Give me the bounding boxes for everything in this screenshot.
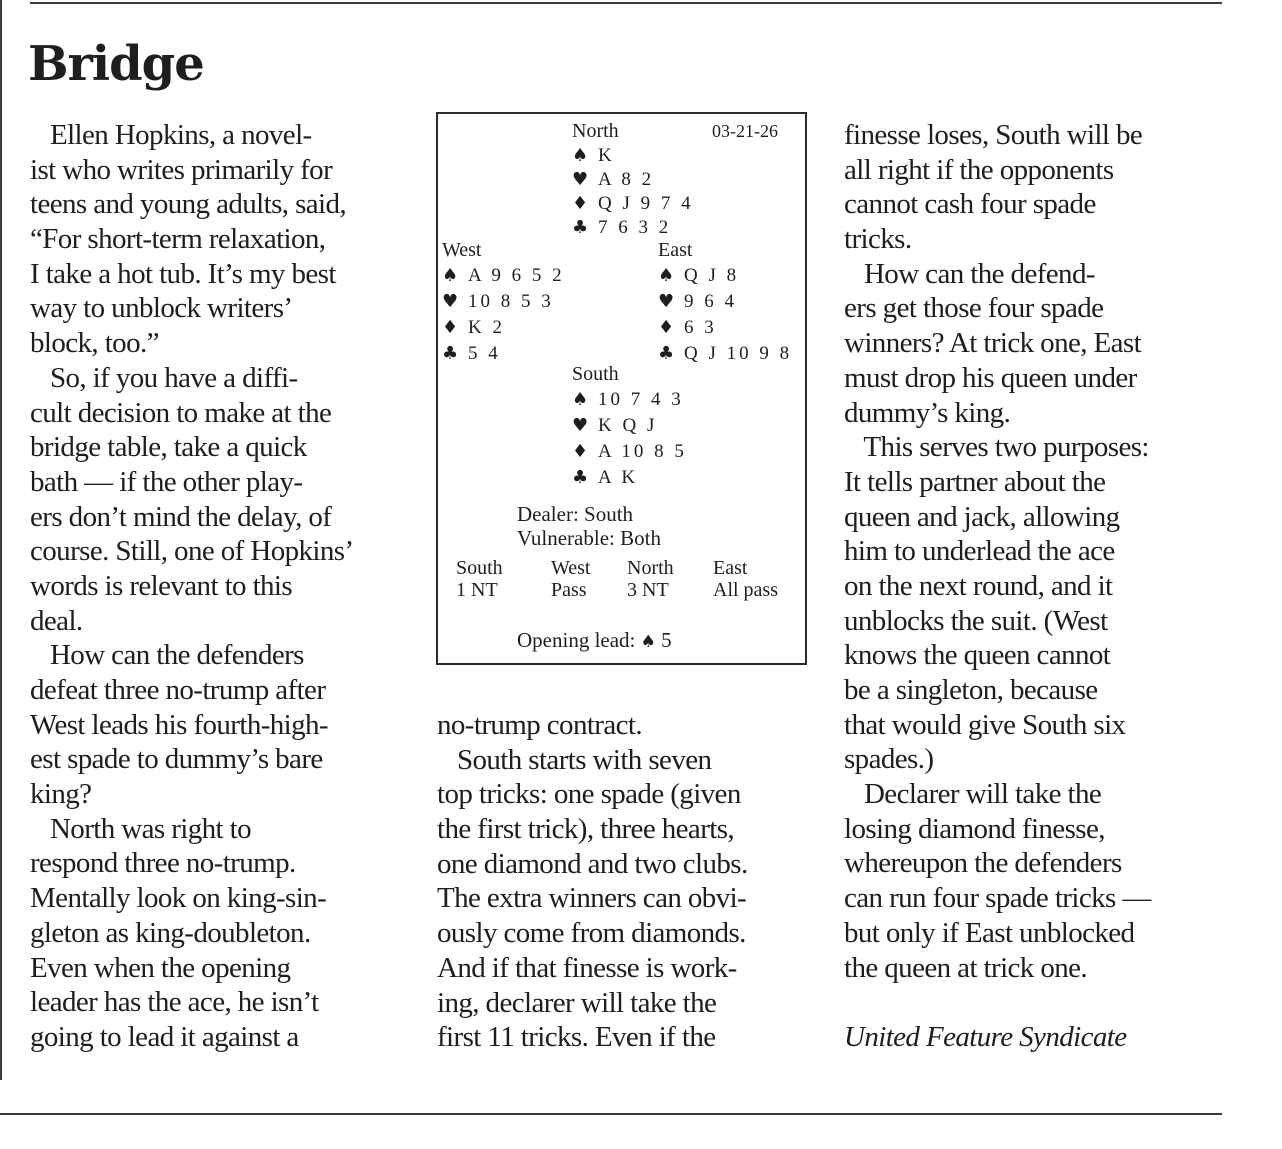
north-diamonds: ♦ Q J 9 7 4	[572, 193, 694, 214]
auction-south: South 1 NT	[456, 557, 503, 601]
diamond-icon: ♦	[658, 317, 675, 338]
top-rule	[30, 2, 1222, 4]
text-line: gleton as king-doubleton.	[30, 916, 311, 949]
spade-icon: ♠	[442, 265, 459, 286]
text-line: tricks.	[844, 223, 912, 256]
diamond-icon: ♦	[572, 441, 589, 462]
text-line: ously come from diamonds.	[437, 917, 746, 950]
text-line: be a singleton, because	[844, 674, 1098, 706]
east-diamonds: ♦ 6 3	[658, 317, 717, 338]
auction-west: West Pass	[551, 557, 591, 601]
vulnerability-text: Vulnerable: Both	[517, 526, 661, 550]
south-diamonds: ♦ A 10 8 5	[572, 441, 687, 462]
east-label: East	[658, 239, 693, 261]
text-line: the first trick), three hearts,	[437, 813, 735, 846]
north-label: North	[572, 120, 619, 142]
text-line: one diamond and two clubs.	[437, 847, 748, 880]
text-line	[844, 985, 1234, 1020]
bridge-deal-diagram	[436, 112, 807, 665]
text-line: deal.	[30, 604, 83, 637]
text-line: unblocks the suit. (West	[844, 604, 1108, 637]
text-line: course. Still, one of Hopkins’	[30, 535, 354, 568]
text-line: leader has the ace, he isn’t	[30, 986, 319, 1019]
north-hearts: ♥ A 8 2	[572, 169, 655, 190]
heart-icon: ♥	[572, 415, 589, 436]
text-line: teens and young adults, said,	[30, 188, 347, 221]
left-rule	[0, 0, 2, 1080]
club-icon: ♣	[572, 467, 589, 488]
text-line: South starts with seven	[437, 743, 712, 776]
heart-icon: ♥	[658, 291, 675, 312]
spade-icon: ♠	[658, 265, 675, 286]
text-line: The extra winners can obvi-	[437, 882, 747, 915]
text-line: whereupon the defenders	[844, 847, 1122, 880]
west-diamonds: ♦ K 2	[442, 317, 505, 338]
column-title: Bridge	[28, 36, 204, 92]
diamond-icon: ♦	[572, 193, 589, 214]
text-line: way to unblock writers’	[30, 292, 293, 325]
text-line: block, too.”	[30, 327, 159, 360]
text-line: going to lead it against a	[30, 1020, 299, 1053]
text-line: all right if the opponents	[844, 153, 1114, 186]
west-spades: ♠ A 9 6 5 2	[442, 265, 565, 286]
text-line: queen and jack, allowing	[844, 500, 1120, 533]
text-line: can run four spade tricks —	[844, 882, 1151, 915]
text-line: bridge table, take a quick	[30, 431, 307, 464]
east-clubs: ♣ Q J 10 9 8	[658, 343, 793, 364]
text-line: no-trump contract.	[437, 709, 643, 741]
south-hearts: ♥ K Q J	[572, 415, 658, 436]
spade-icon: ♠	[572, 389, 589, 410]
auction-east: East All pass	[713, 557, 778, 601]
spade-icon: ♠	[640, 632, 656, 652]
text-line: “For short-term relaxation,	[30, 223, 326, 256]
text-line: Mentally look on king-sin-	[30, 882, 327, 915]
spade-icon: ♠	[572, 145, 589, 166]
syndicate-credit: United Feature Syndicate	[844, 1020, 1127, 1053]
text-line: king?	[30, 778, 92, 811]
text-line: It tells partner about the	[844, 465, 1106, 498]
auction-north: North 3 NT	[627, 557, 674, 601]
text-line: Even when the opening	[30, 951, 291, 984]
south-clubs: ♣ A K	[572, 467, 639, 488]
east-hearts: ♥ 9 6 4	[658, 291, 737, 312]
text-line: Ellen Hopkins, a novel-	[30, 119, 312, 151]
text-line: bath — if the other play-	[30, 465, 303, 498]
dealer-text: Dealer: South	[517, 502, 634, 526]
club-icon: ♣	[572, 217, 589, 238]
west-clubs: ♣ 5 4	[442, 343, 501, 364]
text-line: on the next round, and it	[844, 569, 1113, 602]
west-hearts: ♥ 10 8 5 3	[442, 291, 554, 312]
text-line: knows the queen cannot	[844, 639, 1111, 672]
heart-icon: ♥	[442, 291, 459, 312]
text-line: West leads his fourth-high-	[30, 708, 328, 741]
text-line: And if that finesse is work-	[437, 951, 737, 984]
east-spades: ♠ Q J 8	[658, 265, 740, 286]
north-spades: ♠ K	[572, 145, 615, 166]
text-line: words is relevant to this	[30, 569, 293, 602]
text-line: dummy’s king.	[844, 396, 1011, 429]
text-line: him to underlead the ace	[844, 535, 1115, 568]
text-line: must drop his queen under	[844, 361, 1137, 394]
south-label: South	[572, 363, 619, 385]
text-line: winners? At trick one, East	[844, 327, 1142, 360]
text-line: spades.)	[844, 743, 934, 776]
text-line: finesse loses, South will be	[844, 119, 1143, 151]
club-icon: ♣	[658, 343, 675, 364]
text-line: est spade to dummy’s bare	[30, 743, 323, 776]
text-line: How can the defenders	[30, 639, 304, 672]
heart-icon: ♥	[572, 169, 589, 190]
text-line: North was right to	[30, 812, 251, 845]
opening-lead: Opening lead: ♠ 5	[517, 628, 672, 652]
article-column-1	[30, 118, 425, 1055]
text-line: the queen at trick one.	[844, 951, 1088, 984]
north-clubs: ♣ 7 6 3 2	[572, 217, 672, 238]
south-spades: ♠ 10 7 4 3	[572, 389, 684, 410]
west-label: West	[442, 239, 482, 261]
text-line: This serves two purposes:	[844, 431, 1149, 464]
text-line: So, if you have a diffi-	[30, 361, 298, 394]
text-line: defeat three no-trump after	[30, 674, 326, 706]
article-column-2	[437, 708, 827, 1055]
text-line: ers get those four spade	[844, 292, 1104, 325]
text-line: ist who writes primarily for	[30, 153, 333, 186]
text-line: ing, declarer will take the	[437, 986, 717, 1019]
deal-date: 03-21-26	[712, 121, 778, 141]
text-line: How can the defend-	[844, 257, 1095, 290]
text-line: but only if East unblocked	[844, 916, 1135, 949]
text-line: respond three no-trump.	[30, 847, 296, 880]
text-line: top tricks: one spade (given	[437, 778, 741, 811]
text-line: Declarer will take the	[844, 778, 1102, 811]
diamond-icon: ♦	[442, 317, 459, 338]
text-line: losing diamond finesse,	[844, 812, 1105, 845]
text-line: ers don’t mind the delay, of	[30, 500, 332, 533]
bottom-rule	[0, 1113, 1222, 1115]
article-column-3	[844, 118, 1234, 1055]
text-line: I take a hot tub. It’s my best	[30, 257, 336, 290]
text-line: that would give South six	[844, 708, 1126, 741]
club-icon: ♣	[442, 343, 459, 364]
text-line: first 11 tricks. Even if the	[437, 1021, 716, 1054]
text-line: cannot cash four spade	[844, 188, 1096, 221]
text-line: cult decision to make at the	[30, 396, 332, 429]
